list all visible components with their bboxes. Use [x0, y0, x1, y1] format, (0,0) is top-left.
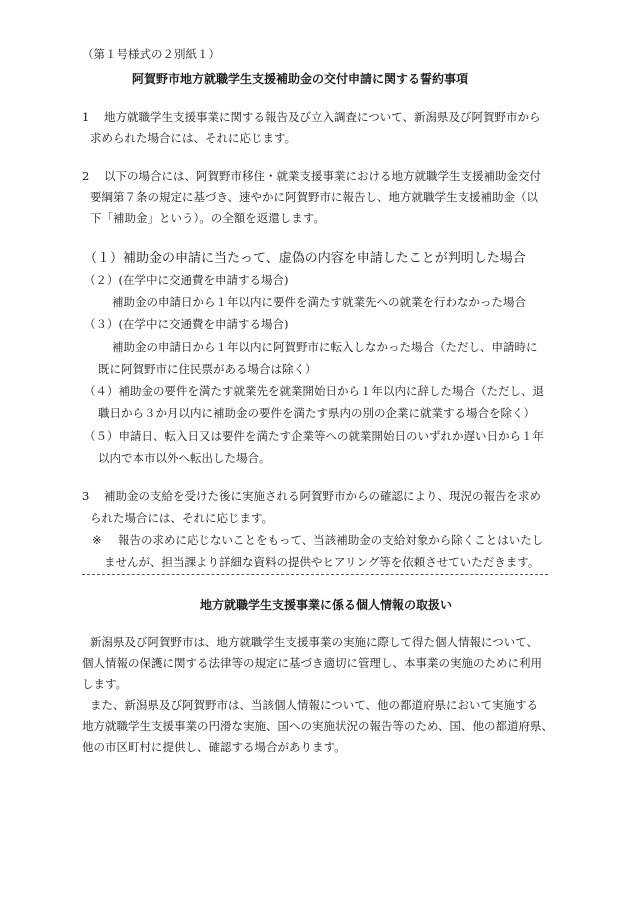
privacy-title: 地方就職学生支援事業に係る個人情報の取扱い: [200, 598, 453, 612]
section-3-line-1: 補助金の支給を受けた後に実施される阿賀野市からの確認により、現況の報告を求め: [104, 489, 541, 503]
page-title: 阿賀野市地方就職学生支援補助金の交付申請に関する誓約事項: [132, 72, 469, 86]
item-2-body: 補助金の申請日から１年以内に要件を満たす就業先への就業を行わなかった場合: [112, 295, 526, 309]
section-1-number: 1: [82, 110, 90, 124]
section-2-line-3: 下「補助金」という）。の全額を返還します。: [90, 211, 325, 225]
section-1-line-1: 地方就職学生支援事業に関する報告及び立入調査について、新潟県及び阿賀野市から: [104, 110, 541, 124]
privacy-p1-line-1: 新潟県及び阿賀野市は、地方就職学生支援事業の実施に際して得た個人情報について、: [90, 635, 539, 649]
item-5-line-2: 以内で本市以外へ転出した場合。: [98, 451, 271, 465]
section-2-line-1: 以下の場合には、阿賀野市移住・就業支援事業における地方就職学生支援補助金交付: [104, 169, 541, 183]
section-2-number: 2: [82, 169, 90, 183]
privacy-p1-line-2: 個人情報の保護に関する法律等の規定に基づき適切に管理し、本事業の実施のために利用: [82, 656, 542, 670]
privacy-p2-line-3: 他の市区町村に提供し、確認する場合があります。: [82, 740, 346, 754]
item-4-line-2: 職日から３か月以内に補助金の要件を満たす県内の別の企業に就業する場合を除く）: [98, 406, 535, 420]
item-3-body-line-1: 補助金の申請日から１年以内に阿賀野市に転入しなかった場合（ただし、申請時に: [112, 340, 538, 354]
privacy-p2-line-1: また、新潟県及び阿賀野市は、当該個人情報について、他の都道府県において実施する: [90, 698, 539, 712]
item-1: （１）補助金の申請に当たって、虚偽の内容を申請したことが判明した場合: [84, 251, 526, 266]
section-1-line-2: 求められた場合には、それに応じます。: [90, 131, 297, 145]
form-label: （第１号様式の２別紙１）: [82, 47, 220, 61]
section-3-line-2: られた場合には、それに応じます。: [90, 511, 274, 525]
item-4-line-1: （４）補助金の要件を満たす就業先を就業開始日から１年以内に辞した場合（ただし、退: [84, 384, 544, 398]
note-line-1: 報告の求めに応じないことをもって、当該補助金の支給対象から除くことはいたし: [118, 533, 544, 547]
item-3-heading: （３）(在学中に交通費を申請する場合): [84, 317, 289, 331]
privacy-p1-line-3: します。: [82, 677, 128, 691]
section-2-line-2: 要綱第７条の規定に基づき、速やかに阿賀野市に報告し、地方就職学生支援補助金（以: [90, 190, 539, 204]
dashed-divider: [82, 574, 548, 575]
note-line-2: ませんが、担当課より詳細な資料の提供やヒアリング等を依頼させていただきます。: [104, 555, 540, 569]
item-2-heading: （２）(在学中に交通費を申請する場合): [84, 273, 289, 287]
item-5-line-1: （５）申請日、転入日又は要件を満たす企業等への就業開始日のいずれか遅い日から１年: [84, 429, 544, 443]
item-3-body-line-2: 既に阿賀野市に住民票がある場合は除く）: [98, 362, 317, 376]
note-mark: ※: [92, 533, 102, 547]
privacy-p2-line-2: 地方就職学生支援事業の円滑な実施、国への実施状況の報告等のため、国、他の都道府県、: [82, 719, 554, 733]
section-3-number: 3: [82, 489, 90, 503]
